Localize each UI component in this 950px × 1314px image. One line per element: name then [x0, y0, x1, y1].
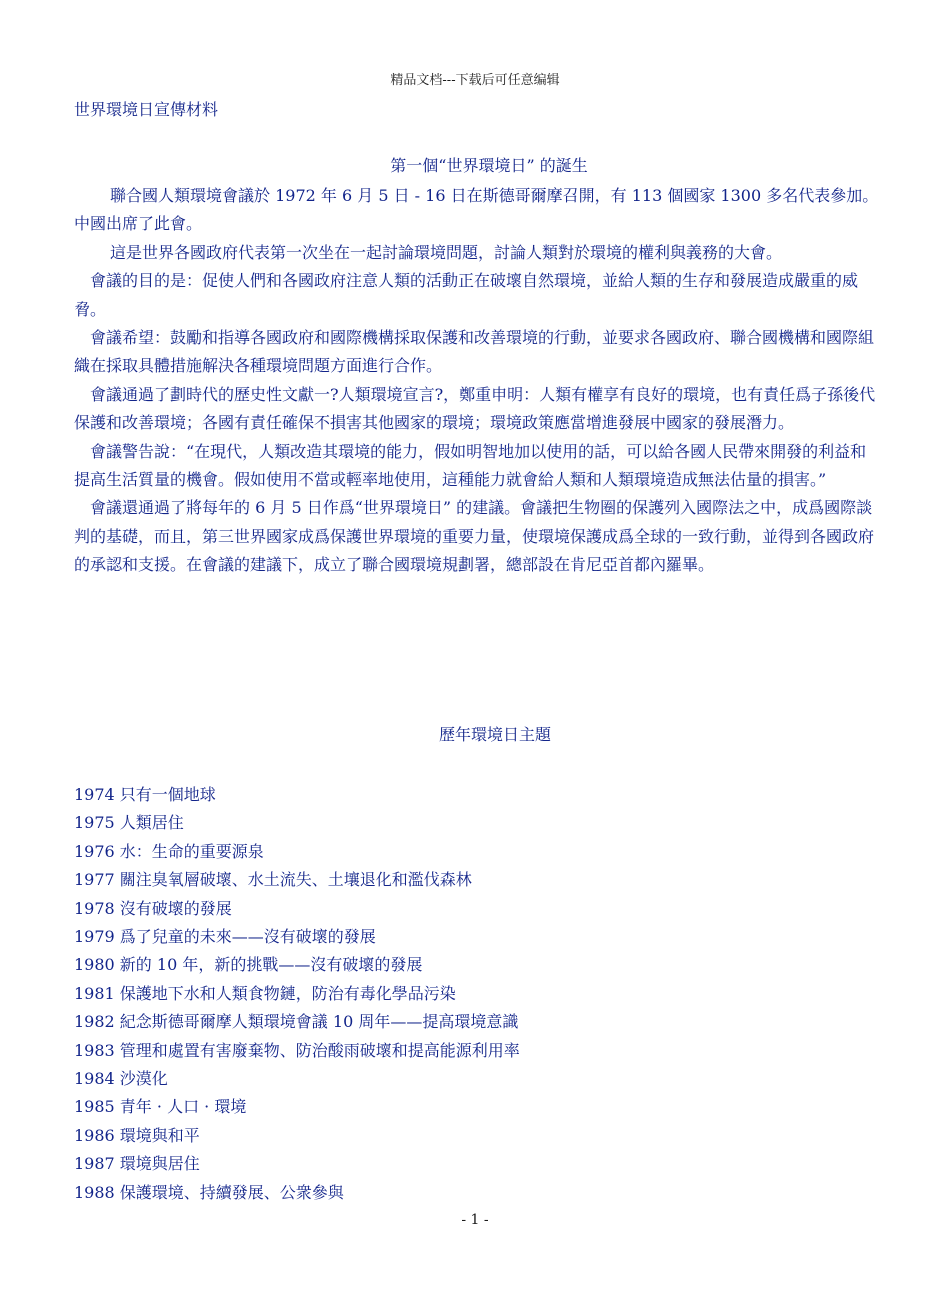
section-heading-themes: 歷年環境日主題 [438, 725, 551, 744]
page-number: - 1 - [461, 1212, 489, 1228]
paragraph-declaration: 會議通過了劃時代的歷史性文獻一?人類環境宣言?，鄭重申明：人類有權享有良好的環境，也有責任爲子孫後代保護和改善環境；各國有責任確保不損害其他國家的環境；環境政策應當增進發展中國家的發展潛力。 [74, 384, 876, 433]
list-item: 1985 青年 · 人口 · 環境 [74, 1097, 247, 1117]
list-item: 1978 沒有破壞的發展 [74, 898, 232, 918]
list-item: 1977 關注臭氧層破壞、水土流失、土壤退化和濫伐森林 [74, 870, 472, 890]
paragraph-conference-intro: 聯合國人類環境會議於 1972 年 6 月 5 日 - 16 日在斯德哥爾摩召開，有 113 個國家 1300 多名代表參加。中國出席了此會。 [74, 186, 879, 234]
list-item: 1987 環境與居住 [74, 1154, 200, 1174]
list-item: 1981 保護地下水和人類食物鏈，防治有毒化學品污染 [74, 983, 456, 1003]
list-item: 1988 保護環境、持續發展、公衆參與 [74, 1182, 344, 1202]
list-item: 1984 沙漠化 [74, 1069, 168, 1089]
paragraph-environment-day: 會議還通過了將每年的 6 月 5 日作爲“世界環境日” 的建議。會議把生物圈的保護列入國際法之中，成爲國際談判的基礎，而且，第三世界國家成爲保護世界環境的重要力量，使環境保護成爲全球的一致行動，並得到各國政府的承認和支援。在會議的建議下，成立了聯合國環境規劃署，總部設在肯尼亞首都內羅畢。 [74, 498, 875, 575]
list-item: 1976 水：生命的重要源泉 [74, 841, 264, 861]
list-item: 1986 環境與和平 [74, 1125, 200, 1145]
section-heading-birth: 第一個“世界環境日” 的誕生 [390, 156, 588, 175]
paragraph-hope: 會議希望：鼓勵和指導各國政府和國際機構採取保護和改善環境的行動，並要求各國政府、聯合國機構和國際組織在採取具體措施解決各種環境問題方面進行合作。 [74, 328, 875, 376]
list-item: 1982 紀念斯德哥爾摩人類環境會議 10 周年——提高環境意識 [74, 1012, 519, 1032]
section-body [74, 182, 880, 580]
paragraph-first-meeting: 這是世界各國政府代表第一次坐在一起討論環境問題，討論人類對於環境的權利與義務的大會。 [110, 242, 783, 262]
list-item: 1983 管理和處置有害廢棄物、防治酸雨破壞和提高能源利用率 [74, 1040, 520, 1060]
paragraph-purpose: 會議的目的是：促使人們和各國政府注意人類的活動正在破壞自然環境，並給人類的生存和發展造成嚴重的威脅。 [74, 271, 859, 319]
document-title: 世界環境日宣傳材料 [74, 100, 219, 119]
list-item: 1974 只有一個地球 [74, 785, 216, 804]
page-header: 精品文档---下载后可任意编辑 [390, 73, 560, 88]
theme-list [74, 781, 874, 1207]
list-item: 1979 爲了兒童的未來——沒有破壞的發展 [74, 927, 376, 947]
list-item: 1980 新的 10 年，新的挑戰——沒有破壞的發展 [74, 955, 423, 975]
list-item: 1975 人類居住 [74, 813, 184, 833]
paragraph-warning: 會議警告說：“在現代，人類改造其環境的能力，假如明智地加以使用的話，可以給各國人民帶來開發的利益和提高生活質量的機會。假如使用不當或輕率地使用，這種能力就會給人類和人類環境造成無法估量的損害。” [74, 441, 867, 490]
